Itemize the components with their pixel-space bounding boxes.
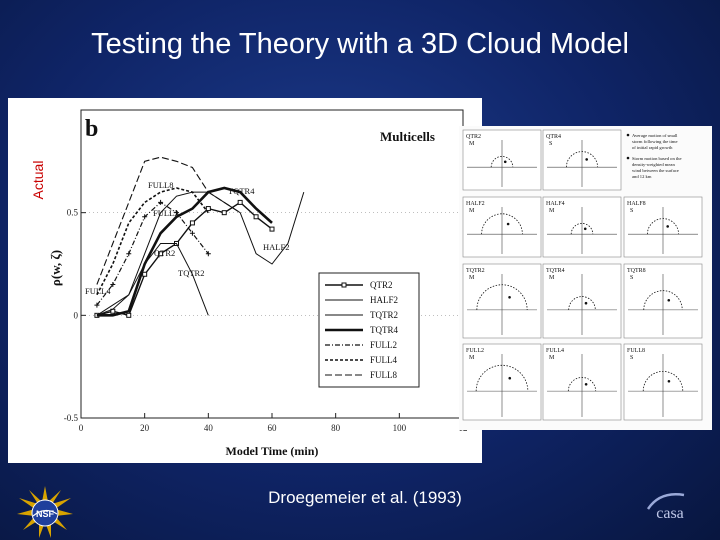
- hodograph-note-1: Average motion of small storm following the time of initial rapid growth: [632, 133, 678, 150]
- nsf-logo-text: NSF: [36, 509, 54, 519]
- curve-label: FULL2: [153, 208, 179, 218]
- data-point-qtr2: [222, 211, 226, 215]
- storm-motion-marker: [585, 383, 588, 386]
- panel-letter: b: [85, 116, 99, 142]
- legend-label: FULL8: [370, 370, 397, 380]
- storm-motion-marker: [584, 228, 587, 231]
- hodograph-panel: [459, 126, 712, 430]
- storm-motion-marker: [668, 380, 671, 383]
- casa-logo-text: casa: [656, 505, 684, 522]
- storm-motion-marker: [508, 296, 511, 299]
- hodograph-tag: S: [630, 275, 634, 281]
- x-tick-label: 40: [203, 423, 213, 433]
- hodograph-name: TQTR4: [546, 268, 565, 274]
- legend-label: FULL2: [370, 340, 397, 350]
- casa-logo: [640, 487, 696, 527]
- hodograph-name: FULL2: [466, 348, 484, 354]
- legend-label: HALF2: [370, 295, 399, 305]
- correlation-chart: [8, 98, 482, 463]
- x-tick-label: 80: [331, 423, 341, 433]
- actual-side-label: Actual: [30, 160, 46, 200]
- y-tick-label: 0.5: [66, 207, 78, 218]
- storm-motion-marker: [507, 223, 510, 226]
- x-tick-label: 100: [392, 423, 407, 433]
- data-point-qtr2: [254, 215, 258, 219]
- curve-label: FULL8: [148, 180, 174, 190]
- legend-label: TQTR2: [370, 310, 398, 320]
- hodograph-tag: S: [630, 355, 634, 361]
- hodograph-name: QTR4: [546, 134, 561, 140]
- hodograph-name: FULL8: [627, 348, 645, 354]
- citation-text: Droegemeier et al. (1993): [268, 488, 462, 507]
- legend-label: TQTR4: [370, 325, 398, 335]
- x-tick-label: 0: [78, 423, 84, 433]
- x-tick-label: 60: [267, 423, 277, 433]
- storm-motion-marker: [585, 158, 588, 161]
- x-axis-label: Model Time (min): [225, 444, 319, 458]
- curve-label: FULL4: [85, 286, 111, 296]
- data-point-qtr2: [127, 313, 131, 317]
- storm-motion-marker: [508, 377, 511, 380]
- x-tick-label: 20: [140, 423, 150, 433]
- curve-label: TQTR4: [228, 186, 255, 196]
- hodograph-tag: S: [630, 208, 634, 214]
- hodograph-grid: [459, 126, 712, 430]
- series-line-full8: [97, 157, 240, 284]
- data-point-qtr2: [270, 227, 274, 231]
- correlation-plot-panel: [8, 98, 482, 463]
- legend-label: FULL4: [370, 355, 397, 365]
- hodograph-tag: M: [469, 355, 475, 361]
- hodograph-tag: S: [549, 141, 553, 147]
- hodograph-name: QTR2: [466, 134, 481, 140]
- y-axis-label: ρ(w, ζ): [48, 249, 63, 287]
- data-point-qtr2: [238, 200, 242, 204]
- data-point-qtr2: [206, 207, 210, 211]
- note-bullet-icon: [627, 134, 630, 137]
- legend-swatch-marker: [342, 283, 346, 287]
- hodograph-tag: M: [549, 208, 555, 214]
- curve-label: TQTR2: [178, 268, 205, 278]
- nsf-logo: [17, 484, 73, 540]
- y-tick-label: -0.5: [63, 413, 78, 423]
- panel-title: Multicells: [380, 129, 435, 144]
- storm-motion-marker: [504, 161, 507, 164]
- hodograph-name: HALF8: [627, 201, 646, 207]
- hodograph-note-2: Storm motion based on the density-weighted mean wind between the surface and 12 km: [632, 156, 682, 179]
- data-point-qtr2: [190, 221, 194, 225]
- hodograph-tag: M: [469, 208, 475, 214]
- hodograph-tag: M: [469, 141, 475, 147]
- hodograph-tag: M: [469, 275, 475, 281]
- note-bullet-icon: [627, 157, 630, 160]
- data-point-full2: [126, 251, 131, 256]
- hodograph-name: FULL4: [546, 348, 564, 354]
- hodograph-name: TQTR2: [466, 268, 485, 274]
- curve-label: HALF2: [263, 242, 290, 252]
- storm-motion-marker: [666, 225, 669, 228]
- y-tick-label: 0: [73, 310, 78, 321]
- hodograph-tag: M: [549, 275, 555, 281]
- storm-motion-marker: [667, 299, 670, 302]
- hodograph-name: HALF2: [466, 201, 485, 207]
- storm-motion-marker: [585, 302, 588, 305]
- curve-label: QTR2: [154, 248, 176, 258]
- data-point-qtr2: [143, 272, 147, 276]
- hodograph-name: HALF4: [546, 201, 565, 207]
- legend-label: QTR2: [370, 280, 393, 290]
- hodograph-name: TQTR8: [627, 268, 646, 274]
- hodograph-tag: M: [549, 355, 555, 361]
- slide-title: Testing the Theory with a 3D Cloud Model: [91, 28, 629, 60]
